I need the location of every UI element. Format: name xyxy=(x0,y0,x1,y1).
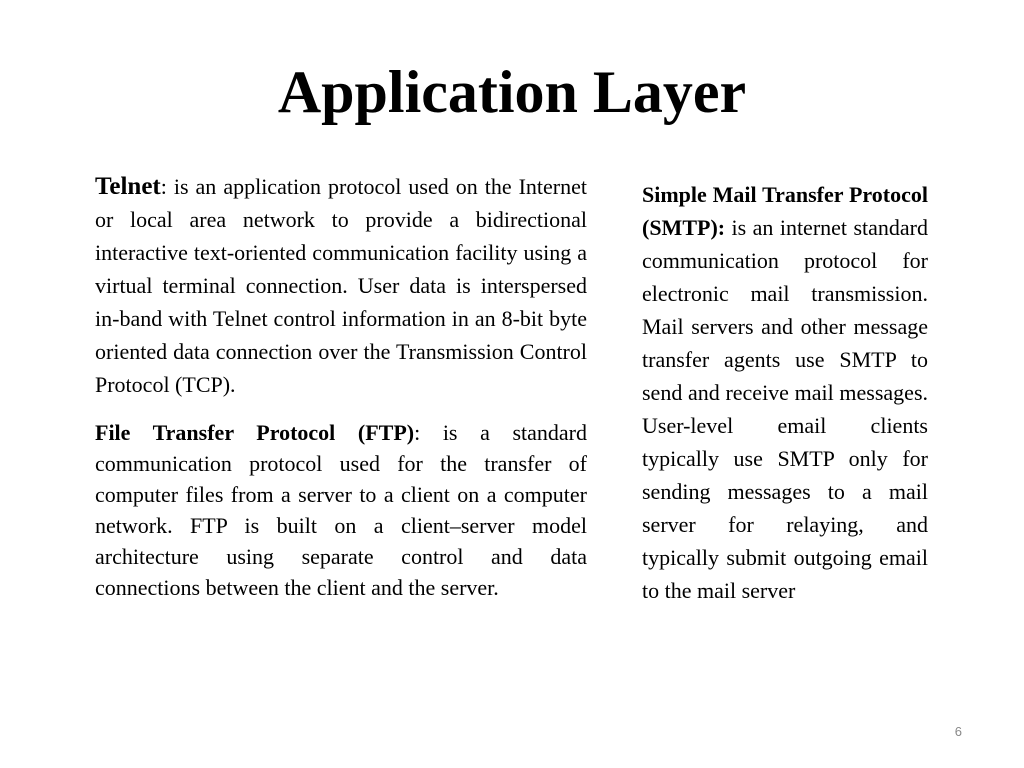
ftp-term: File Transfer Protocol (FTP) xyxy=(95,420,415,445)
page-number: 6 xyxy=(954,724,962,739)
left-column xyxy=(95,170,587,603)
telnet-term: Telnet xyxy=(95,173,161,200)
slide-title: Application Layer xyxy=(277,59,747,125)
telnet-text: : is an application protocol used on the Internet or local area network to provide a bidirectional interactive text-oriented communication facility using a virtual terminal connection. User data is interspersed in-band with Telnet control information in an 8-bit byte oriented data connection over the Transmission Control Protocol (TCP). xyxy=(95,174,587,397)
smtp-text: is an internet standard communication protocol for electronic mail transmission. Mail servers and other message transfer agents use SMTP to send and receive mail messages. User-level email clients typically use SMTP only for sending messages to a mail server for relaying, and typically submit outgoing email to the mail server xyxy=(642,215,928,603)
telnet-paragraph xyxy=(95,170,587,401)
smtp-paragraph xyxy=(642,178,928,607)
right-column xyxy=(642,178,928,607)
smtp-term: Simple Mail Transfer Protocol (SMTP): xyxy=(642,182,928,240)
ftp-paragraph xyxy=(95,417,587,603)
ftp-text: : is a standard communication protocol used for the transfer of computer files from a server to a client on a computer network. FTP is built on a client–server model architecture using separate control and data connections between the client and the server. xyxy=(95,420,587,600)
